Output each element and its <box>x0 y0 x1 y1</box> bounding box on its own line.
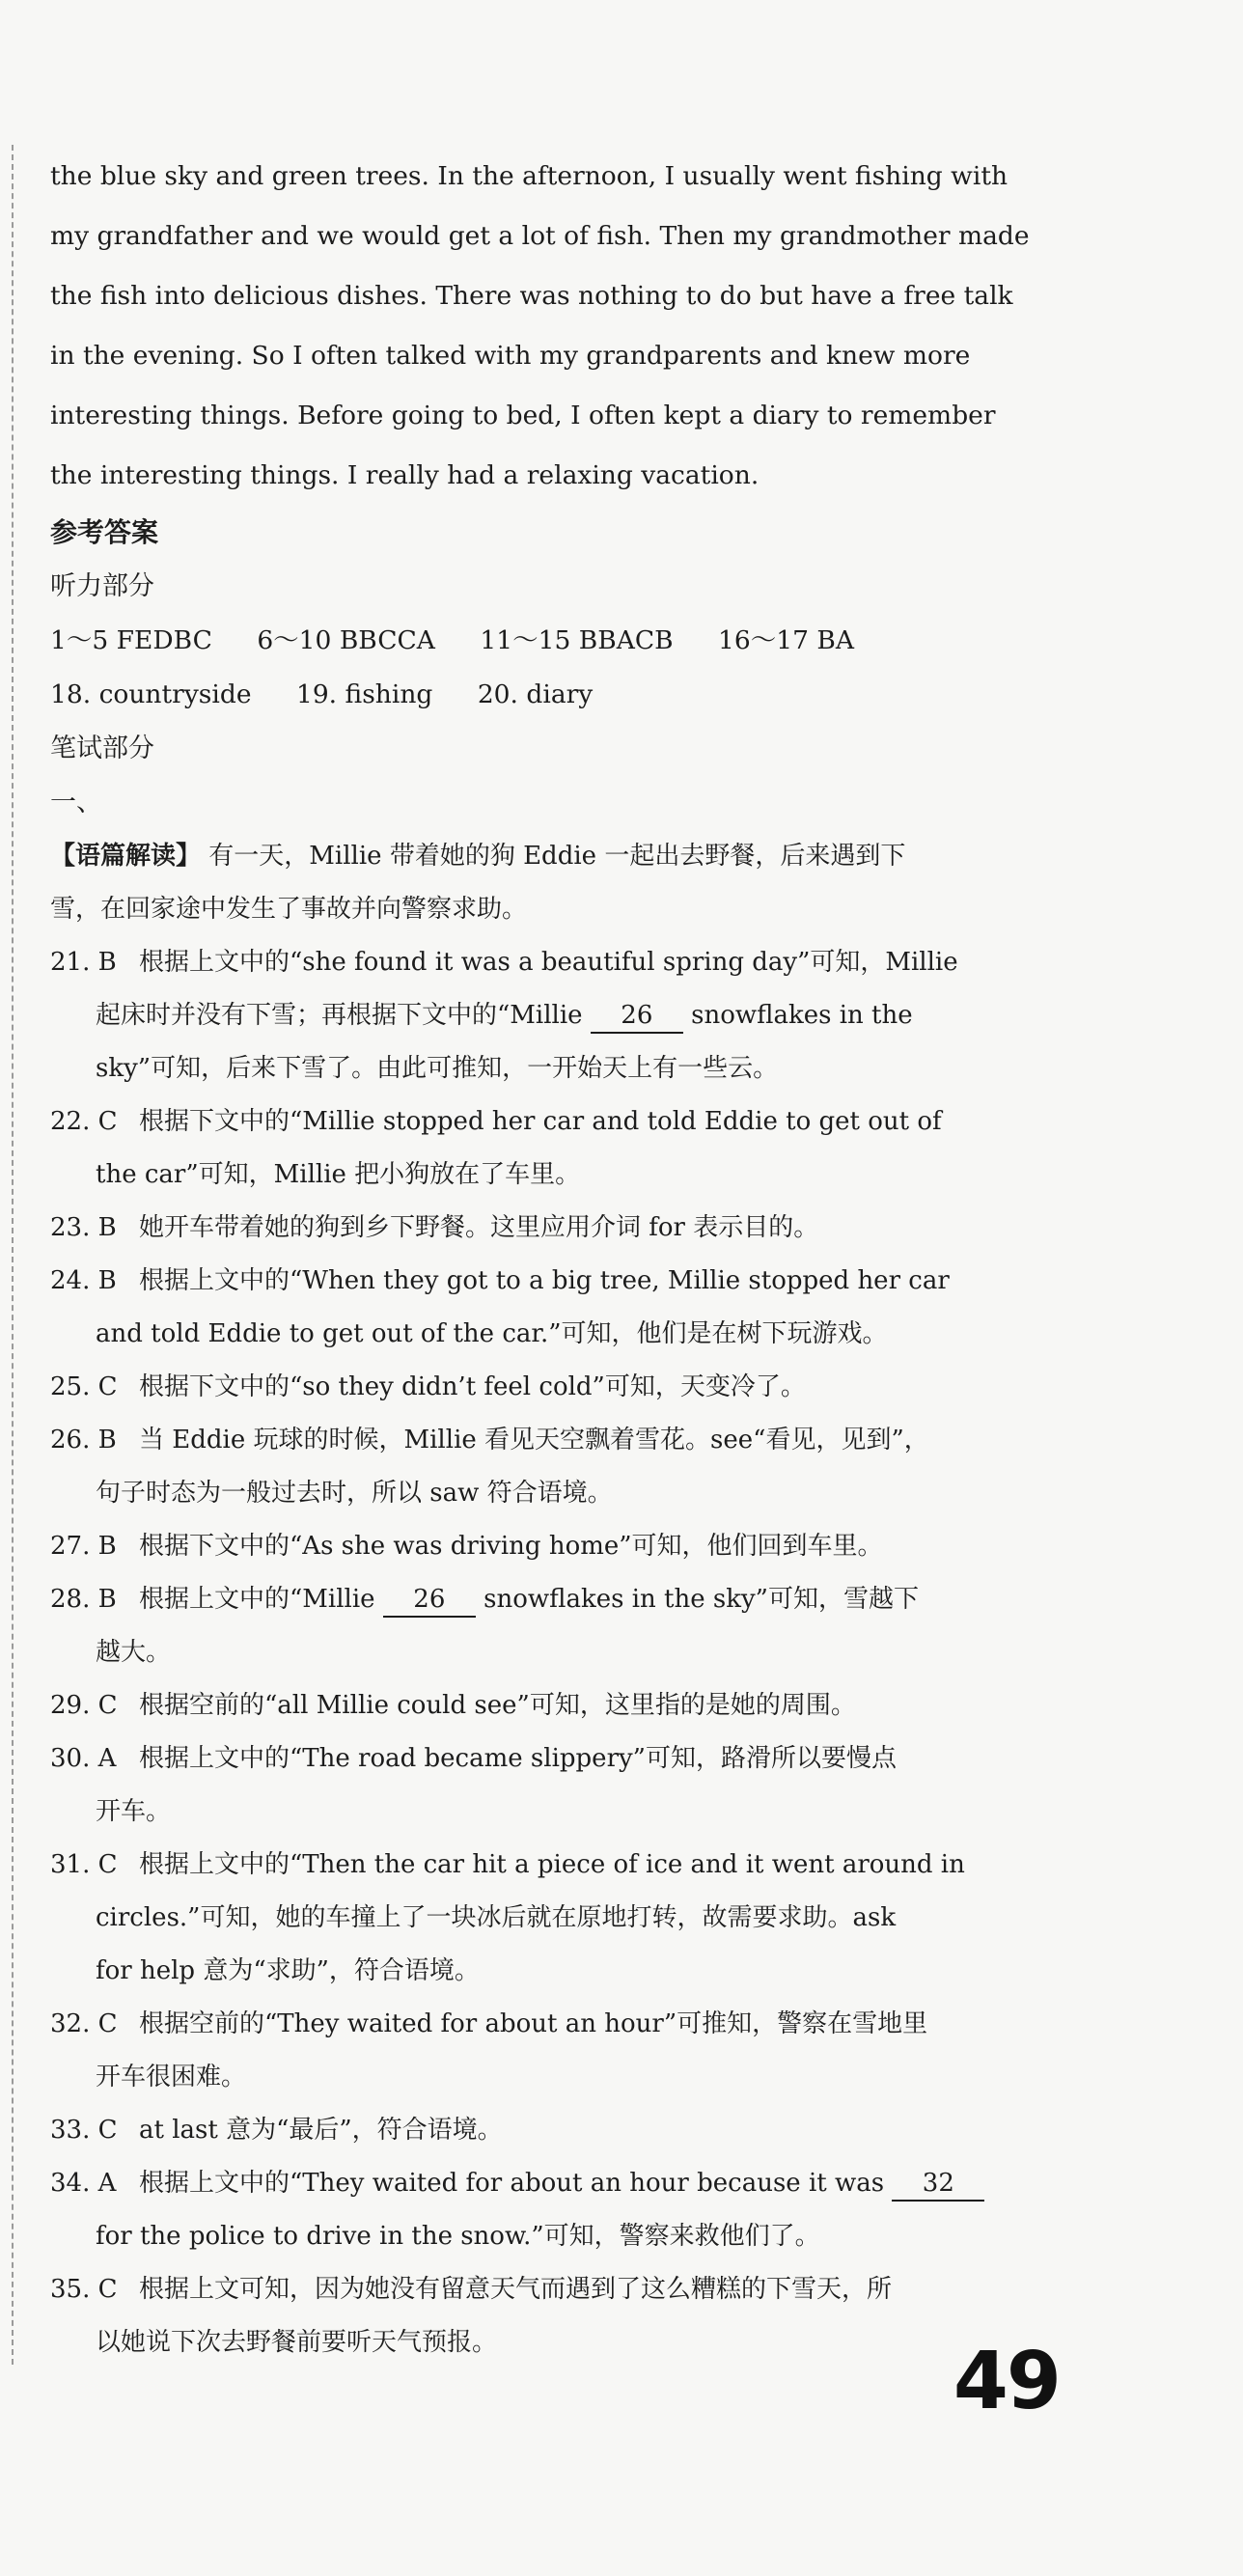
item-text: 她开车带着她的狗到乡下野餐。这里应用介词 for 表示目的。 <box>139 1213 819 1242</box>
item-text: and told Eddie to get out of the car.”可知，他们是在树下玩游戏。 <box>96 1319 888 1348</box>
item-text: snowflakes in the <box>691 1001 913 1030</box>
answer-item <box>50 1095 1075 1202</box>
answer-item <box>50 1839 1075 1998</box>
item-text: 以她说下次去野餐前要听天气预报。 <box>96 2328 498 2357</box>
item-text: 根据下文中的“As she was driving home”可知，他们回到车里。 <box>139 1532 883 1561</box>
answer-item <box>50 2263 1075 2369</box>
item-text: the car”可知，Millie 把小狗放在了车里。 <box>96 1160 581 1189</box>
item-text: 越大。 <box>96 1638 172 1667</box>
answer-item <box>50 1255 1075 1361</box>
answer-item <box>50 936 1075 1095</box>
passage-line: the blue sky and green trees. In the afternoon, I usually went fishing with <box>50 161 1008 191</box>
passage-line: my grandfather and we would get a lot of fish. Then my grandmother made <box>50 221 1030 251</box>
item-number: 27. B <box>50 1532 117 1561</box>
item-number: 26. B <box>50 1426 117 1454</box>
item-number: 22. C <box>50 1107 118 1136</box>
item-text: 根据上文中的“she found it was a beautiful spring day”可知，Millie <box>139 948 958 977</box>
item-number: 32. C <box>50 2009 118 2038</box>
listening-answers <box>50 614 1075 668</box>
item-text: 根据上文中的“When they got to a big tree, Millie stopped her car <box>139 1266 950 1295</box>
answer-group: 6～10 BBCCA <box>257 625 435 655</box>
answer-item <box>50 2157 1075 2263</box>
item-number: 23. B <box>50 1213 117 1242</box>
item-text: for the police to drive in the snow.”可知，警察来救他们了。 <box>96 2222 820 2251</box>
passage-paragraph <box>50 147 1075 506</box>
fill-answer: 19. fishing <box>295 679 433 709</box>
passage-line: interesting things. Before going to bed, I often kept a diary to remember <box>50 401 996 430</box>
item-number: 35. C <box>50 2275 118 2304</box>
answer-item <box>50 1202 1075 1255</box>
item-text: 根据上文中的“The road became slippery”可知，路滑所以要慢点 <box>139 1744 897 1773</box>
item-number: 33. C <box>50 2116 118 2145</box>
item-number: 28. B <box>50 1585 117 1614</box>
item-text: 开车很困难。 <box>96 2063 247 2091</box>
answer-item <box>50 2104 1075 2157</box>
item-text: 开车。 <box>96 1797 172 1826</box>
item-number: 31. C <box>50 1850 118 1879</box>
item-text: 当 Eddie 玩球的时候，Millie 看见天空飘着雪花。see“看见，见到”， <box>139 1426 929 1454</box>
answer-blank: 32 <box>892 2167 984 2202</box>
passage-line: the interesting things. I really had a relaxing vacation. <box>50 460 760 490</box>
item-number: 29. C <box>50 1691 118 1720</box>
item-text: snowflakes in the sky”可知，雪越下 <box>483 1585 919 1614</box>
item-text: 起床时并没有下雪；再根据下文中的“Millie <box>96 1001 583 1030</box>
answer-item <box>50 1414 1075 1520</box>
answer-group: 11～15 BBACB <box>480 625 674 655</box>
analysis-tag: 【语篇解读】 <box>50 842 202 871</box>
item-number: 34. A <box>50 2169 117 2198</box>
fill-answer: 18. countryside <box>50 679 252 709</box>
document-page <box>50 147 1075 2369</box>
item-text: 根据空前的“all Millie could see”可知，这里指的是她的周围。 <box>139 1691 856 1720</box>
answer-key-title: 参考答案 <box>50 516 159 548</box>
item-text: 根据下文中的“so they didn’t feel cold”可知，天变冷了。 <box>139 1372 806 1401</box>
fill-answers <box>50 668 1075 722</box>
item-text: 根据上文中的“Then the car hit a piece of ice and it went around in <box>139 1850 965 1879</box>
listening-section-title: 听力部分 <box>50 571 154 601</box>
answer-item <box>50 1679 1075 1732</box>
passage-analysis <box>50 830 1075 936</box>
item-text: 根据下文中的“Millie stopped her car and told Eddie to get out of <box>139 1107 942 1136</box>
item-text: 根据上文中的“They waited for about an hour because it was <box>139 2169 885 2198</box>
written-section-title: 笔试部分 <box>50 734 154 763</box>
item-text: 根据上文中的“Millie <box>139 1585 375 1614</box>
answer-blank: 26 <box>591 999 683 1034</box>
item-text: 根据上文可知，因为她没有留意天气而遇到了这么糟糕的下雪天，所 <box>139 2275 893 2304</box>
page-number: 49 <box>953 2336 1060 2427</box>
fill-answer: 20. diary <box>477 679 594 709</box>
item-text: at last 意为“最后”，符合语境。 <box>139 2116 503 2145</box>
passage-line: the fish into delicious dishes. There was nothing to do but have a free talk <box>50 281 1013 311</box>
answer-item <box>50 1361 1075 1414</box>
item-text: 句子时态为一般过去时，所以 saw 符合语境。 <box>96 1479 613 1508</box>
answer-group: 1～5 FEDBC <box>50 625 212 655</box>
analysis-text: 有一天，Millie 带着她的狗 Eddie 一起出去野餐，后来遇到下 <box>208 842 906 871</box>
section-one-label: 一、 <box>50 788 102 817</box>
passage-line: in the evening. So I often talked with my grandparents and knew more <box>50 341 971 371</box>
answer-item <box>50 1573 1075 1679</box>
item-number: 30. A <box>50 1744 117 1773</box>
item-number: 24. B <box>50 1266 117 1295</box>
item-number: 21. B <box>50 948 117 977</box>
item-text: 根据空前的“They waited for about an hour”可推知，警察在雪地里 <box>139 2009 928 2038</box>
answer-item <box>50 1998 1075 2104</box>
item-text: for help 意为“求助”，符合语境。 <box>96 1956 480 1985</box>
answer-item <box>50 1732 1075 1839</box>
analysis-line <box>50 830 1075 883</box>
answer-item <box>50 1520 1075 1573</box>
item-text: circles.”可知，她的车撞上了一块冰后就在原地打转，故需要求助。ask <box>96 1903 897 1932</box>
binding-margin-line <box>12 145 14 2365</box>
answer-blank: 26 <box>383 1583 476 1618</box>
answer-group: 16～17 BA <box>718 625 855 655</box>
item-number: 25. C <box>50 1372 118 1401</box>
item-text: sky”可知，后来下雪了。由此可推知，一开始天上有一些云。 <box>96 1054 779 1083</box>
analysis-line: 雪，在回家途中发生了事故并向警察求助。 <box>50 895 528 924</box>
